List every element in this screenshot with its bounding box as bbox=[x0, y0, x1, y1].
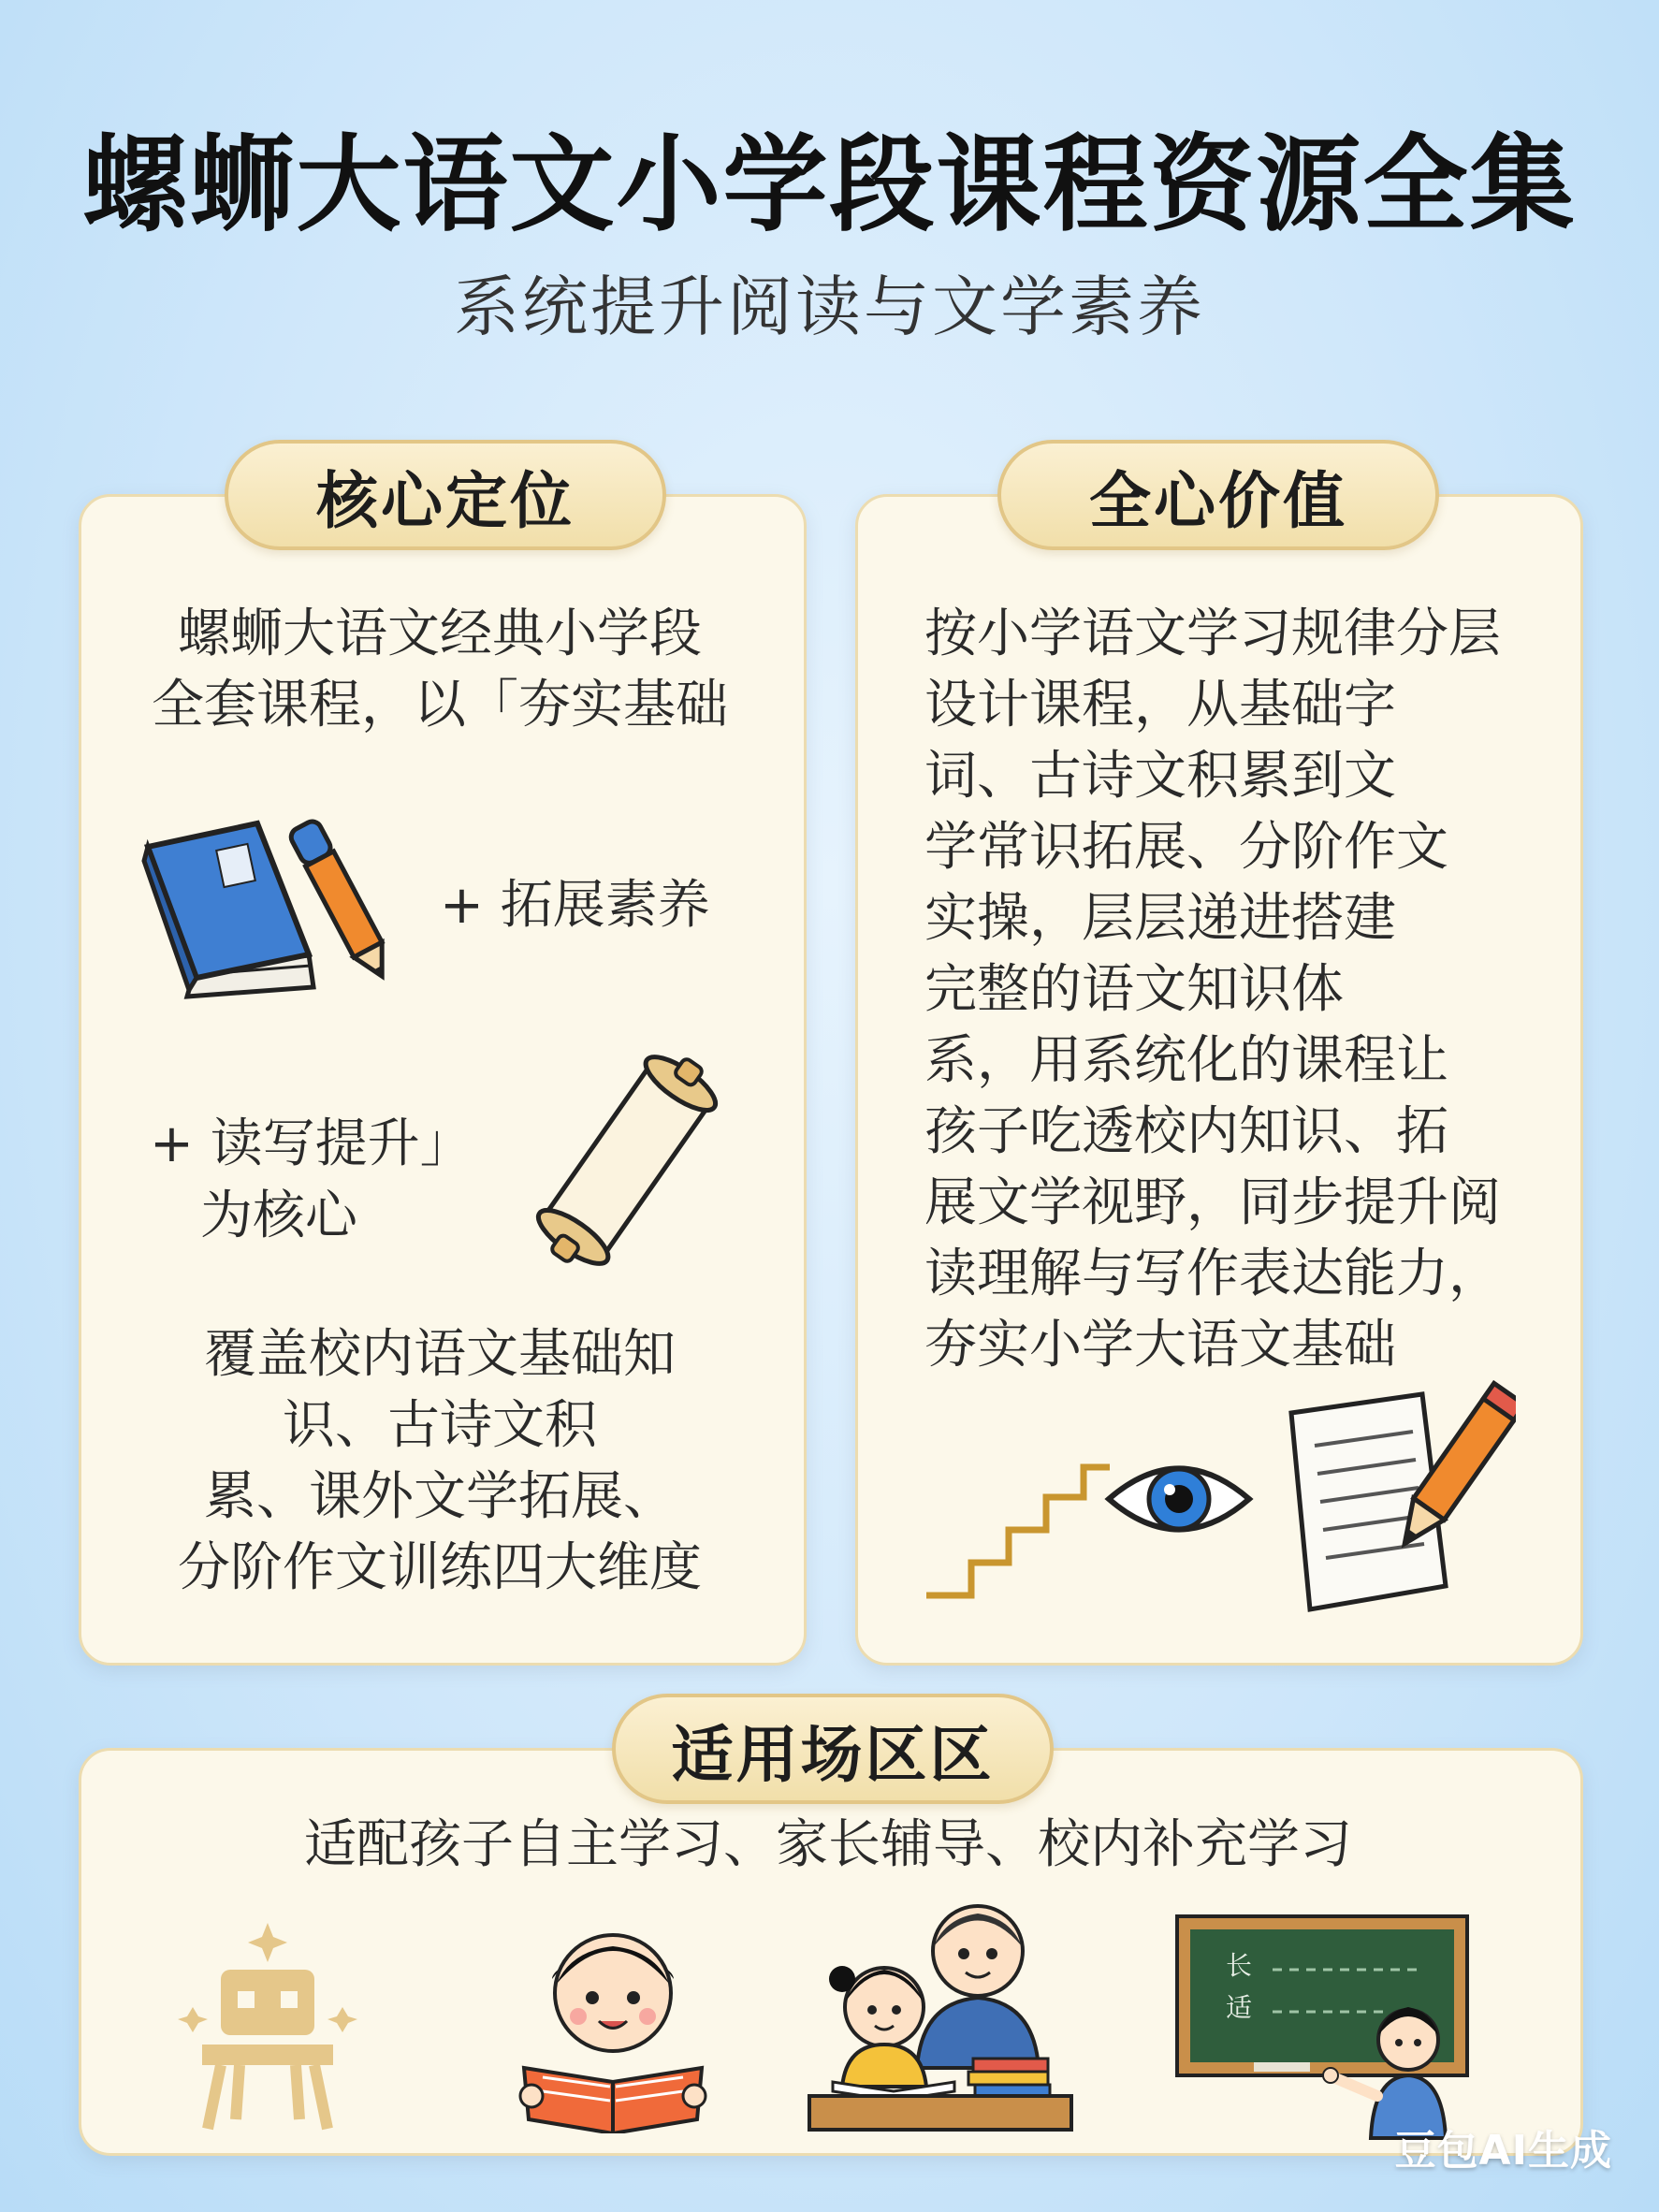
value-label-pill bbox=[997, 440, 1439, 550]
value-text-block bbox=[924, 599, 1501, 1381]
value-line: 展文学视野，同步提升阅 bbox=[924, 1172, 1501, 1233]
value-line: 词、古诗文积累到文 bbox=[924, 746, 1396, 807]
reading-child-icon bbox=[505, 1909, 720, 2133]
value-line: 孩子吃透校内知识、拓 bbox=[924, 1101, 1448, 1162]
scene-label: 适用场区区 bbox=[671, 1718, 995, 1791]
core-cover-3: 累、课外文学拓展、 bbox=[204, 1466, 676, 1527]
core-line-4: + 读写提升」 bbox=[150, 1113, 473, 1174]
value-line: 系，用系统化的课程让 bbox=[924, 1030, 1448, 1091]
core-cover-2: 识、古诗文积 bbox=[283, 1395, 597, 1456]
scroll-icon bbox=[533, 1039, 720, 1282]
value-line: 学常识拓展、分阶作文 bbox=[924, 817, 1448, 878]
core-label-pill bbox=[225, 440, 666, 550]
board-text-1: 长 bbox=[1226, 1950, 1253, 1981]
page-title: 螺蛳大语文小学段课程资源全集 bbox=[82, 124, 1577, 246]
core-label: 核心定位 bbox=[316, 464, 575, 537]
core-line-2: 全套课程，以「夯实基础 bbox=[152, 675, 728, 735]
value-line: 读理解与写作表达能力， bbox=[924, 1244, 1501, 1304]
watermark: 豆包AI生成 bbox=[1394, 2127, 1612, 2175]
core-line-1: 螺蛳大语文经典小学段 bbox=[178, 604, 702, 664]
scene-label-pill bbox=[612, 1694, 1054, 1804]
paper-pencil-icon bbox=[1282, 1375, 1516, 1619]
value-line: 完整的语文知识体 bbox=[924, 959, 1344, 1020]
board-text-2: 适 bbox=[1226, 1992, 1253, 2023]
scene-text: 适配孩子自主学习、家长辅导、校内补充学习 bbox=[304, 1814, 1352, 1875]
core-line-5: 为核心 bbox=[200, 1186, 357, 1246]
value-line: 设计课程，从基础字 bbox=[924, 675, 1396, 735]
value-line: 实操，层层递进搭建 bbox=[924, 888, 1396, 949]
value-label: 全心价值 bbox=[1089, 464, 1347, 537]
stairs-icon bbox=[924, 1460, 1112, 1600]
parent-child-icon bbox=[805, 1899, 1085, 2133]
value-line: 按小学语文学习规律分层 bbox=[924, 604, 1501, 664]
core-cover-4: 分阶作文训练四大维度 bbox=[178, 1537, 702, 1598]
core-cover-1: 覆盖校内语文基础知 bbox=[204, 1324, 676, 1385]
pen-icon bbox=[281, 807, 402, 994]
value-line: 夯实小学大语文基础 bbox=[924, 1315, 1396, 1375]
classroom-board-icon bbox=[1170, 1909, 1478, 2143]
robot-easel-icon bbox=[174, 1918, 361, 2133]
page-subtitle: 系统提升阅读与文学素养 bbox=[454, 269, 1205, 345]
eye-icon bbox=[1104, 1452, 1254, 1546]
core-line-3: + 拓展素养 bbox=[440, 875, 710, 936]
